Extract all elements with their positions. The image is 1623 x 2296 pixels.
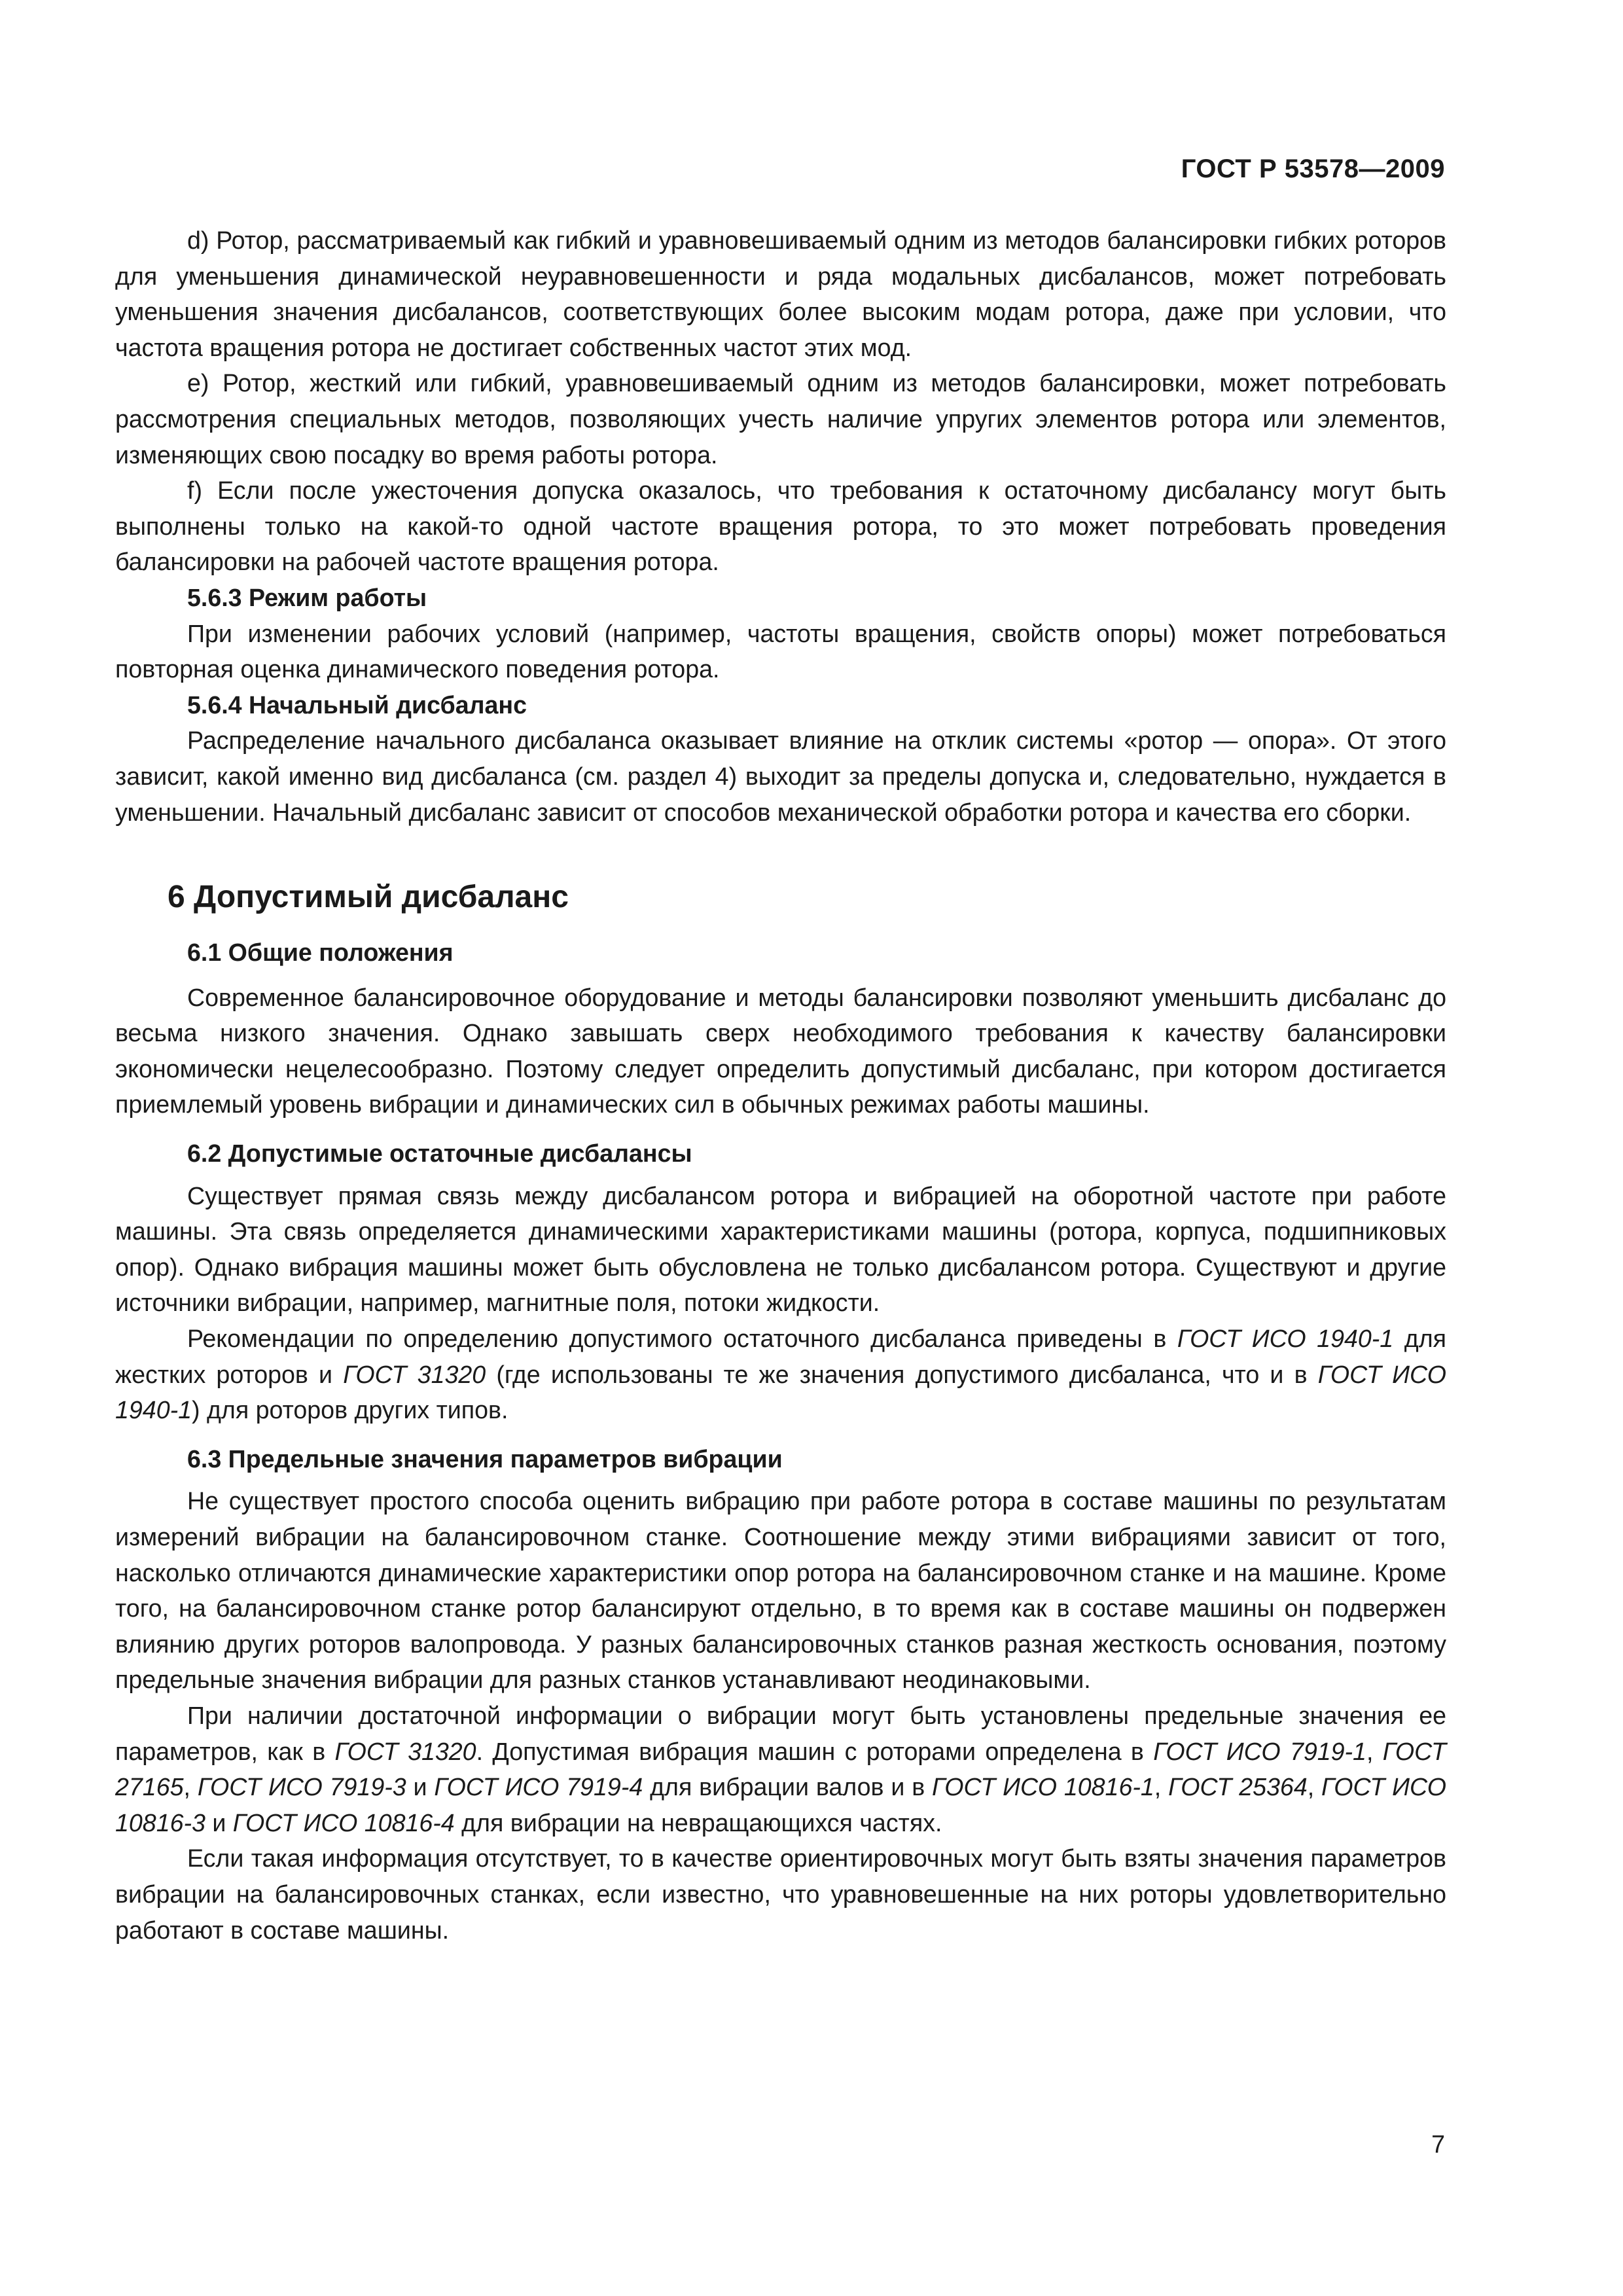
standard-reference: ГОСТ ИСО 1940-1 <box>1177 1325 1394 1353</box>
standard-reference: ГОСТ 27165 <box>115 1737 1447 1801</box>
text-run: . Допустимая вибрация машин с роторами определена в <box>476 1737 1154 1765</box>
standard-reference: ГОСТ ИСО 10816-3 <box>115 1773 1447 1837</box>
subheading-6-3: 6.3 Предельные значения параметров вибрации <box>187 1444 783 1473</box>
standard-reference: ГОСТ ИСО 1940-1 <box>115 1360 1446 1424</box>
standard-reference: ГОСТ ИСО 10816-4 <box>232 1808 455 1837</box>
paragraph-6-3-a: Не существует простого способа оценить вибрацию при работе ротора в составе машины по результатам измерений вибрации на балансировочном станке. Соотношение между этими вибрациями зависит от того, насколько отличаются динамические характеристики опор ротора на балансировочном станке и на машине. Кроме того, на балансировочном станке ротор балансируют отдельно, в то время как в составе машины он подвержен влиянию других роторов валопровода. У разных балансировочных станков разная жесткость основания, поэтому предельные значения вибрации для разных станков устанавливают неодинаковыми. <box>115 1487 1446 1694</box>
text-run: ) для роторов других типов. <box>192 1396 508 1424</box>
text-run: для вибрации на невращающихся частях. <box>454 1808 942 1837</box>
text-run: (где использованы те же значения допустимого дисбаланса, что и в <box>486 1360 1318 1388</box>
paragraph-e: e) Ротор, жесткий или гибкий, уравновешиваемый одним из методов балансировки, может потребовать рассмотрения специальных методов, позволяющих учесть наличие упругих элементов ротора или элементов, изменяющих свою посадку во время работы ротора. <box>115 369 1446 469</box>
document-code-header: ГОСТ Р 53578—2009 <box>1181 154 1445 183</box>
standard-reference: ГОСТ ИСО 7919-1 <box>1153 1737 1366 1765</box>
standard-reference: ГОСТ 31320 <box>343 1360 486 1388</box>
text-run: , <box>1307 1773 1322 1801</box>
text-run: , <box>183 1773 198 1801</box>
standard-reference: ГОСТ ИСО 10816-1 <box>932 1773 1154 1801</box>
section-heading-6: 6 Допустимый дисбаланс <box>168 880 569 915</box>
page-content <box>115 223 1446 1948</box>
standard-reference: ГОСТ ИСО 7919-4 <box>434 1773 643 1801</box>
paragraph-f: f) Если после ужесточения допуска оказалось, что требования к остаточному дисбалансу могут быть выполнены только на какой-то одной частоте вращения ротора, то это может потребовать проведения балансировки на рабочей частоте вращения ротора. <box>115 476 1446 576</box>
standard-reference: ГОСТ 25364 <box>1168 1773 1308 1801</box>
subheading-5-6-3: 5.6.3 Режим работы <box>187 583 427 611</box>
text-run: , <box>1366 1737 1383 1765</box>
text-run: для вибрации валов и в <box>643 1773 933 1801</box>
text-run: и <box>406 1773 435 1801</box>
paragraph-6-3-c: Если такая информация отсутствует, то в качестве ориентировочных могут быть взяты значения параметров вибрации на балансировочных станках, если известно, что уравновешенные на них роторы удовлетворительно работают в составе машины. <box>115 1844 1446 1944</box>
paragraph-6-1: Современное балансировочное оборудование и методы балансировки позволяют уменьшить дисбаланс до весьма низкого значения. Однако завышать сверх необходимого требования к качеству балансировки экономически нецелесообразно. Поэтому следует определить допустимый дисбаланс, при котором достигается приемлемый уровень вибрации и динамических сил в обычных режимах работы машины. <box>115 983 1446 1119</box>
text-run: Рекомендации по определению допустимого остаточного дисбаланса приведены в <box>187 1325 1177 1353</box>
paragraph-d: d) Ротор, рассматриваемый как гибкий и уравновешиваемый одним из методов балансировки гибких роторов для уменьшения динамической неуравновешенности и ряда модальных дисбалансов, может потребовать уменьшения значения дисбалансов, соответствующих более высоким модам ротора, даже при условии, что частота вращения ротора не достигает собственных частот этих мод. <box>115 226 1446 361</box>
standard-reference: ГОСТ ИСО 7919-3 <box>197 1773 406 1801</box>
paragraph-6-2-a: Существует прямая связь между дисбалансом ротора и вибрацией на оборотной частоте при работе машины. Эта связь определяется динамическими характеристиками машины (ротора, корпуса, подшипниковых опор). Однако вибрация машины может быть обусловлена не только дисбалансом ротора. Существуют и другие источники вибрации, например, магнитные поля, потоки жидкости. <box>115 1181 1446 1317</box>
subheading-5-6-4: 5.6.4 Начальный дисбаланс <box>187 691 527 719</box>
text-run: для жестких роторов и <box>115 1325 1447 1388</box>
text-run: При наличии достаточной информации о вибрации могут быть установлены предельные значения ее параметров, как в <box>115 1701 1446 1765</box>
standard-reference: ГОСТ 31320 <box>334 1737 476 1765</box>
paragraph-5-6-4: Распределение начального дисбаланса оказывает влияние на отклик системы «ротор — опора». От этого зависит, какой именно вид дисбаланса (см. раздел 4) выходит за пределы допуска и, следовательно, нуждается в уменьшении. Начальный дисбаланс зависит от способов механической обработки ротора и качества его сборки. <box>115 726 1446 826</box>
text-run: и <box>205 1808 233 1837</box>
subheading-6-1: 6.1 Общие положения <box>187 939 454 967</box>
page-number: 7 <box>1431 2130 1445 2158</box>
paragraph-6-2-b <box>115 1321 1446 1428</box>
paragraph-5-6-3: При изменении рабочих условий (например, частоты вращения, свойств опоры) может потребоваться повторная оценка динамического поведения ротора. <box>115 619 1446 683</box>
text-run: , <box>1154 1773 1169 1801</box>
paragraph-6-3-b <box>115 1698 1446 1840</box>
subheading-6-2: 6.2 Допустимые остаточные дисбалансы <box>187 1139 692 1168</box>
